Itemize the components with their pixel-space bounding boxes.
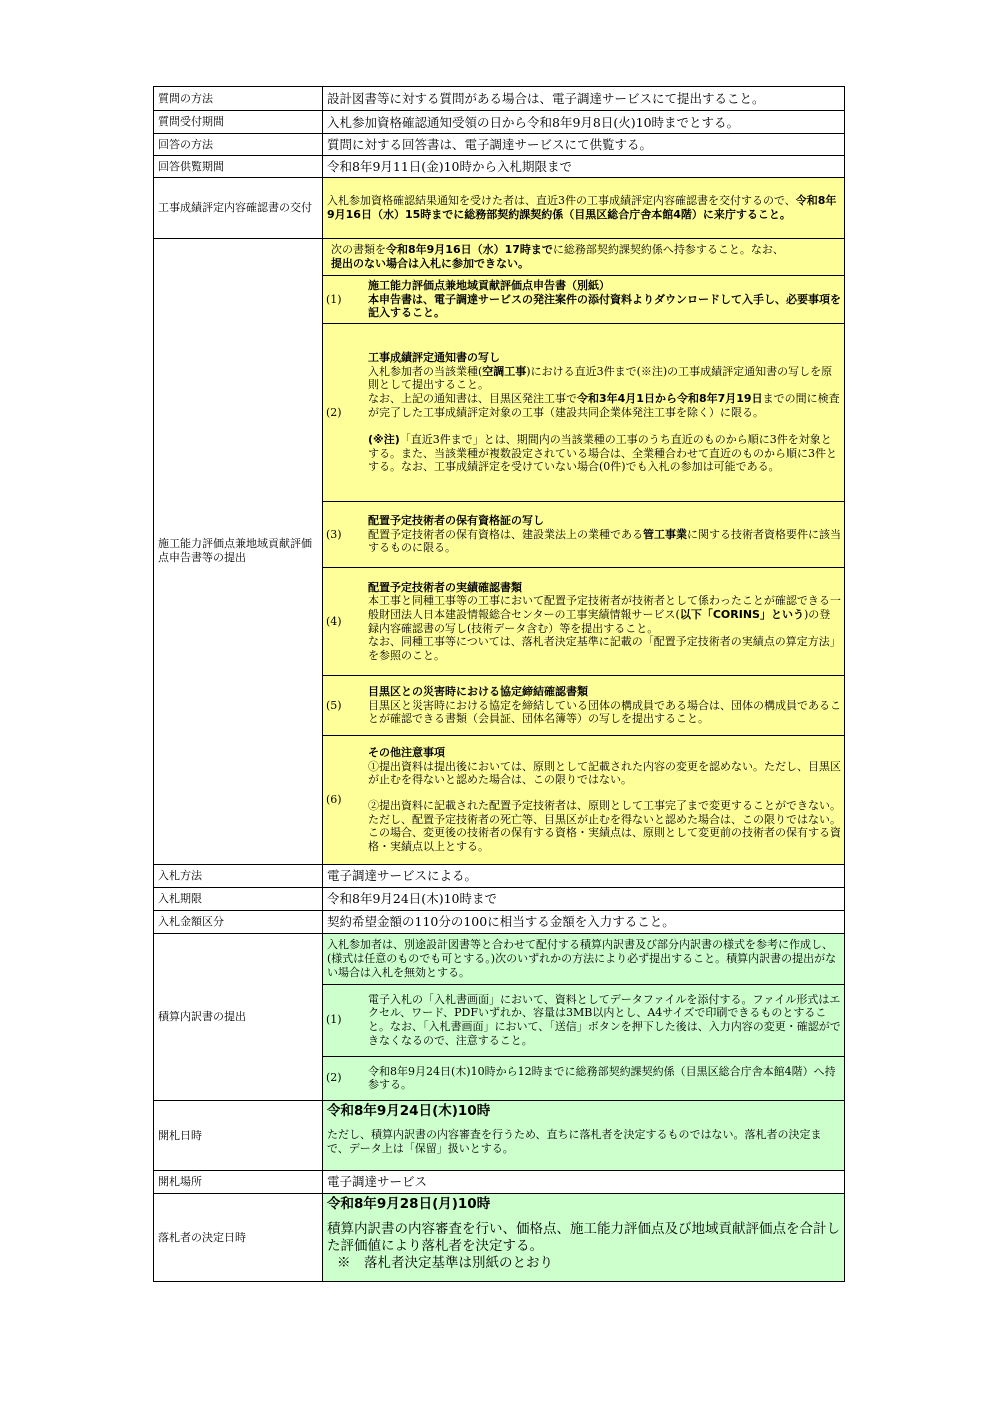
note-mark: (※注): [368, 433, 400, 447]
list-item: [323, 568, 844, 676]
text: 配置予定技術者の保有資格は、建設業法上の業種である: [368, 527, 643, 541]
opening-note: ただし、積算内訳書の内容審査を行うため、直ちに落札者を決定するものではない。落札者の決定まで、データ上は「保留」扱いとする。: [327, 1128, 822, 1155]
label-question-method: 質問の方法: [154, 87, 323, 111]
opening-date: 令和8年9月24日(木)10時: [327, 1103, 491, 1119]
value-decision-datetime: [323, 1194, 845, 1282]
item-number: (2): [323, 324, 365, 502]
intro-text-2: に総務部契約課契約係へ持参すること。なお、: [552, 243, 784, 256]
submission-intro: [323, 239, 844, 275]
submission-items: [323, 275, 844, 864]
item-body: 目黒区と災害時における協定を締結している団体の構成員である場合は、団体の構成員であることが確認できる書類（会員証、団体名簿等）の写しを提出すること。: [368, 698, 841, 726]
label-bid-deadline: 入札期限: [154, 887, 323, 910]
item-title: 目黒区との災害時における協定締結確認書類: [368, 685, 588, 699]
text-bold: 以下「CORINS」という: [679, 607, 804, 621]
item-title: 配置予定技術者の実績確認書類: [368, 580, 522, 594]
item-number: (1): [323, 984, 365, 1056]
list-item: [323, 676, 844, 736]
perf-text: 入札参加資格確認結果通知を受けた者は、直近3件の工事成績評定内容確認書を交付するので、: [327, 194, 796, 207]
list-item: [323, 276, 844, 324]
label-answer-method: 回答の方法: [154, 134, 323, 156]
value-question-period: 入札参加資格確認通知受領の日から令和8年9月8日(火)10時までとする。: [323, 111, 845, 134]
list-item: [323, 736, 844, 864]
intro-warning: 提出のない場合は入札に参加できない。: [331, 257, 529, 270]
value-bid-amount: 契約希望金額の110分の100に相当する金額を入力すること。: [323, 910, 845, 933]
label-answer-period: 回答供覧期間: [154, 156, 323, 178]
list-item: [323, 502, 844, 568]
item-number: (2): [323, 1056, 365, 1100]
label-submission: 施工能力評価点兼地域貢献評価点申告書等の提出: [154, 239, 323, 865]
text: 入札参加者の当該業種(: [368, 364, 483, 378]
item-number: (4): [323, 568, 365, 676]
item-body: 令和8年9月24日(木)10時から12時までに総務部契約課契約係（目黒区総合庁舎本館4階）へ持参する。: [365, 1056, 844, 1100]
intro-text-1: 次の書類を: [331, 243, 386, 256]
decision-body: 積算内訳書の内容審査を行い、価格点、施工能力評価点及び地域貢献評価点を合計した評価値により落札者を決定する。: [327, 1221, 840, 1254]
item-title: 施工能力評価点兼地域貢献評価点申告書（別紙）: [368, 279, 610, 293]
text: なお、同種工事等については、落札者決定基準に記載の「配置予定技術者の実績点の算定方法」を参照のこと。: [368, 635, 841, 662]
item-title: 工事成績評定通知書の写し: [368, 351, 500, 365]
text: )の登録内容確認書の写し(技術データ含む）等を提出すること。: [368, 607, 831, 635]
submission-cell: [323, 239, 845, 865]
value-opening-place: 電子調達サービス: [323, 1171, 845, 1194]
label-opening-place: 開札場所: [154, 1171, 323, 1194]
text-bold: 令和3年4月1日から令和8年7月19日: [577, 391, 763, 405]
text: )における直近3件まで(※注)の工事成績評定通知書の写しを原則として提出すること。: [368, 364, 833, 392]
label-estimate: 積算内訳書の提出: [154, 933, 323, 1101]
text: 本工事と同種工事等の工事において配置予定技術者が技術者として係わったことが確認できる一般財団法人日本建設情報総合センターの工事実績情報サービス(: [368, 594, 841, 621]
decision-note: ※ 落札者決定基準は別紙のとおり: [337, 1255, 553, 1271]
text-bold: 管工事業: [643, 527, 687, 541]
label-question-period: 質問受付期間: [154, 111, 323, 134]
value-bid-method: 電子調達サービスによる。: [323, 864, 845, 887]
item-body: 電子入札の「入札書画面」において、資料としてデータファイルを添付する。ファイル形式はエクセル、ワード、PDFいずれか、容量は3MB以内とし、A4サイズで印刷できるものとすること。なお、「入札書画面」において、「送信」ボタンを押下した後は、入力内容の変更・確認ができなくなるので、注意すること。: [365, 984, 844, 1056]
item-number: (6): [323, 736, 365, 864]
estimate-cell: [323, 933, 845, 1101]
perf-deadline: 令和8年9月16日（水）15時までに総務部契約課契約係（目黒区総合庁舎本館4階）に来庁すること。: [327, 194, 837, 221]
text-bold: 空調工事: [482, 364, 527, 378]
value-opening-datetime: [323, 1101, 845, 1171]
item-number: (3): [323, 502, 365, 568]
label-decision-datetime: 落札者の決定日時: [154, 1194, 323, 1282]
item-number: (5): [323, 676, 365, 736]
label-bid-method: 入札方法: [154, 864, 323, 887]
text: に関する技術者資格要件に該当するものに限る。: [368, 527, 841, 555]
list-item: [323, 324, 844, 502]
intro-deadline: 令和8年9月16日（水）17時まで: [386, 243, 553, 256]
estimate-intro: 入札参加者は、別途設計図書等と合わせて配付する積算内訳書及び部分内訳書の様式を参考に作成し、(様式は任意のものでも可とする。)次のいずれかの方法により必ず提出すること。積算内訳書の提出がない場合は入札を無効とする。: [327, 937, 837, 979]
text: なお、上記の通知書は、目黒区発注工事で: [368, 391, 577, 405]
value-question-method: 設計図書等に対する質問がある場合は、電子調達サービスにて提出すること。: [323, 87, 845, 111]
list-item: [323, 1056, 844, 1100]
value-answer-method: 質問に対する回答書は、電子調達サービスにて供覧する。: [323, 134, 845, 156]
estimate-items: [323, 984, 844, 1101]
label-bid-amount: 入札金額区分: [154, 910, 323, 933]
item-number: (1): [323, 276, 365, 324]
label-opening-datetime: 開札日時: [154, 1101, 323, 1171]
text: ②提出資料に記載された配置予定技術者は、原則として工事完了まで変更することができない。ただし、配置予定技術者の死亡等、目黒区が止むを得ないと認めた場合は、この限りではない。この場合、変更後の技術者の保有する資格・実績点は、原則として変更前の技術者の保有する資格・実績点以上とする。: [368, 798, 841, 853]
decision-date: 令和8年9月28日(月)10時: [327, 1196, 491, 1212]
text: ①提出資料は提出後においては、原則として記載された内容の変更を認めない。ただし、目黒区が止むを得ないと認めた場合は、この限りではない。: [368, 759, 841, 787]
list-item: [323, 984, 844, 1056]
item-title: その他注意事項: [368, 746, 445, 760]
note-text: 「直近3件まで」とは、期間内の当該業種の工事のうち直近のものから順に3件を対象とする。また、当該業種が複数設定されている場合は、全業種合わせて直近のものから順に3件とする。なお、工事成績評定を受けていない場合(0件)でも入札の参加は可能である。: [368, 433, 837, 474]
value-answer-period: 令和8年9月11日(金)10時から入札期限まで: [323, 156, 845, 178]
text: までの間に検査が完了した工事成績評定対象の工事（建設共同企業体発注工事を除く）に限る。: [368, 391, 840, 419]
value-bid-deadline: 令和8年9月24日(木)10時まで: [323, 887, 845, 910]
value-performance-rating: [323, 178, 845, 239]
item-title: 配置予定技術者の保有資格証の写し: [368, 514, 544, 528]
item-body: 本申告書は、電子調達サービスの発注案件の添付資料よりダウンロードして入手し、必要事項を記入すること。: [368, 292, 841, 320]
document-table: [153, 86, 845, 1282]
label-performance-rating: 工事成績評定内容確認書の交付: [154, 178, 323, 239]
